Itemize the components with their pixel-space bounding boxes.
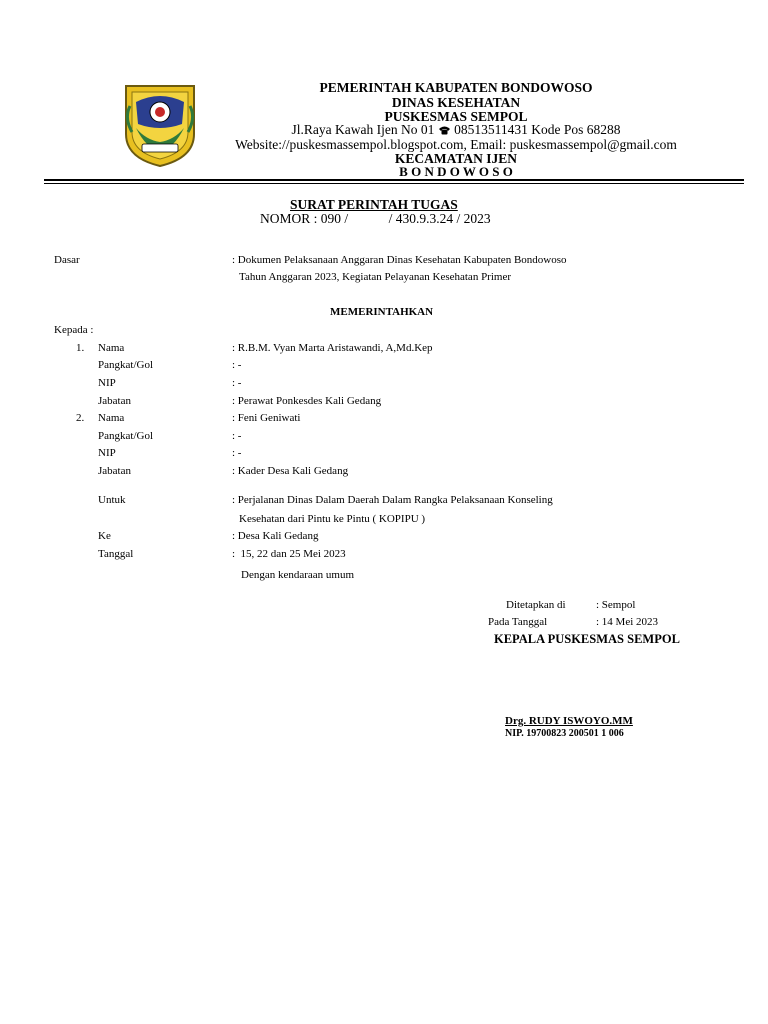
document-number: NOMOR : 090 / / 430.9.3.24 / 2023: [260, 211, 491, 226]
document-title: SURAT PERINTAH TUGAS: [290, 197, 458, 212]
person-2-number: 2.: [76, 412, 85, 424]
signatory-position: KEPALA PUSKESMAS SEMPOL: [494, 632, 680, 646]
dasar-value-line2: Tahun Anggaran 2023, Kegiatan Pelayanan Kesehatan Primer: [239, 271, 512, 283]
person-2-nama: : Feni Geniwati: [232, 412, 301, 424]
pada-tanggal-label: Pada Tanggal: [488, 616, 548, 628]
letterhead-district: KECAMATAN IJEN: [394, 151, 518, 166]
person-1-nip: : -: [232, 377, 242, 389]
telephone-icon: [438, 125, 451, 135]
letterhead-rule-thin: [44, 183, 744, 184]
person-1-jabatan: : Perawat Ponkesdes Kali Gedang: [232, 395, 382, 407]
person-1-pangkat: : -: [232, 359, 242, 371]
ditetapkan-value: : Sempol: [596, 599, 636, 611]
letterhead-department: DINAS KESEHATAN: [391, 95, 521, 110]
person-2-nama-label: Nama: [98, 412, 125, 424]
letterhead-institution: PUSKESMAS SEMPOL: [384, 109, 528, 124]
letterhead-rule-thick: [44, 179, 744, 181]
person-2-jabatan: : Kader Desa Kali Gedang: [232, 465, 349, 477]
signatory-nip: NIP. 19700823 200501 1 006: [505, 728, 624, 739]
dasar-value-line1: : Dokumen Pelaksanaan Anggaran Dinas Kesehatan Kabupaten Bondowoso: [232, 254, 567, 266]
person-2-pangkat: : -: [232, 430, 242, 442]
untuk-value-line2: Kesehatan dari Pintu ke Pintu ( KOPIPU ): [239, 513, 426, 525]
person-1-nip-label: NIP: [98, 377, 116, 389]
ke-label: Ke: [98, 530, 111, 542]
letterhead-government: PEMERINTAH KABUPATEN BONDOWOSO: [319, 80, 593, 95]
person-2-nip: : -: [232, 447, 242, 459]
dasar-label: Dasar: [54, 254, 80, 266]
pada-tanggal-value: : 14 Mei 2023: [596, 616, 659, 628]
person-2-jabatan-label: Jabatan: [98, 465, 131, 477]
address-phone-postal: 08513511431 Kode Pos 68288: [454, 122, 621, 137]
letterhead-city: B O N D O W O S O: [399, 164, 513, 179]
person-1-number: 1.: [76, 342, 85, 354]
untuk-value-line1: : Perjalanan Dinas Dalam Daerah Dalam Rangka Pelaksanaan Konseling: [232, 494, 553, 506]
kepada-label: Kepada :: [54, 324, 94, 336]
address-street: Jl.Raya Kawah Ijen No 01: [291, 122, 435, 137]
ke-value: : Desa Kali Gedang: [232, 530, 319, 542]
person-2-pangkat-label: Pangkat/Gol: [98, 430, 153, 442]
letterhead-website: Website://puskesmassempol.blogspot.com, Email: puskesmassempol@gmail.com: [235, 137, 677, 152]
transport-note: Dengan kendaraan umum: [241, 569, 355, 581]
letterhead-address: [200, 122, 712, 138]
signatory-name: Drg. RUDY ISWOYO.MM: [505, 715, 633, 727]
command-heading: MEMERINTAHKAN: [330, 306, 434, 318]
untuk-label: Untuk: [98, 494, 126, 506]
bondowoso-emblem-logo: [122, 82, 198, 168]
tanggal-value: : 15, 22 dan 25 Mei 2023: [232, 548, 346, 560]
person-1-nama: : R.B.M. Vyan Marta Aristawandi, A,Md.Kep: [232, 342, 433, 354]
person-1-jabatan-label: Jabatan: [98, 395, 131, 407]
person-1-pangkat-label: Pangkat/Gol: [98, 359, 153, 371]
ditetapkan-label: Ditetapkan di: [506, 599, 566, 611]
person-1-nama-label: Nama: [98, 342, 125, 354]
person-2-nip-label: NIP: [98, 447, 116, 459]
tanggal-label: Tanggal: [98, 548, 134, 560]
